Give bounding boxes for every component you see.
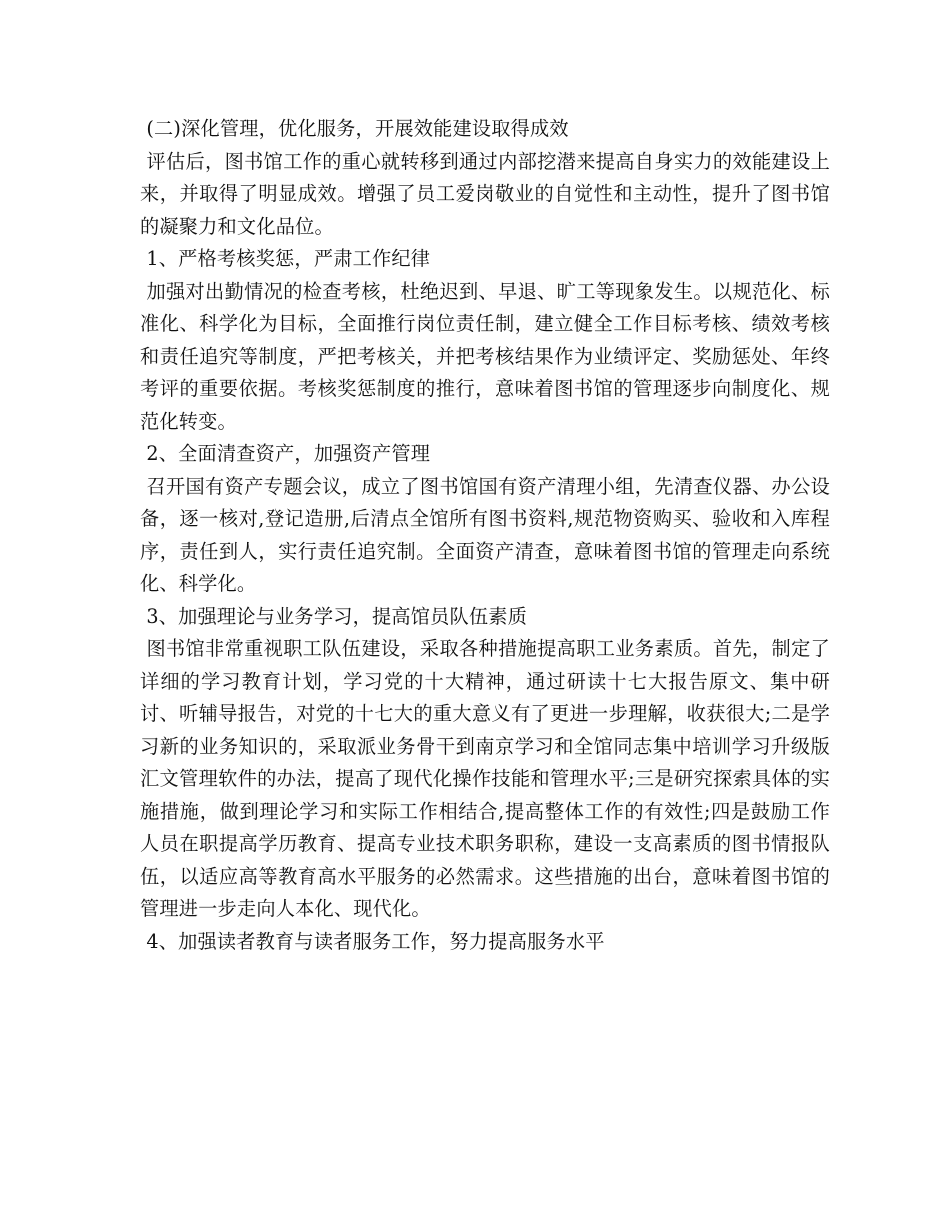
subsection-heading: 2、全面清查资产，加强资产管理 bbox=[140, 442, 431, 465]
section-heading: (二)深化管理，优化服务，开展效能建设取得成效 bbox=[140, 117, 569, 140]
subsection-heading: 4、加强读者教育与读者服务工作，努力提高服务水平 bbox=[140, 929, 605, 953]
subsection-heading: 1、严格考核奖惩，严肃工作纪律 bbox=[140, 247, 431, 270]
body-paragraph: 召开国有资产专题会议，成立了图书馆国有资产清理小组，先清查仪器、办公设备，逐一核对,登记造册,后清点全馆所有图书资料,规范物资购买、验收和入库程序，责任到人，实行责任追究制。全面资产清查，意味着图书馆的管理走向系统化、科学化。 bbox=[140, 474, 830, 595]
body-paragraph: 加强对出勤情况的检查考核，杜绝迟到、早退、旷工等现象发生。以规范化、标准化、科学化为目标，全面推行岗位责任制，建立健全工作目标考核、绩效考核和责任追究等制度，严把考核关，并把考核结果作为业绩评定、奖励惩处、年终考评的重要依据。考核奖惩制度的推行，意味着图书馆的管理逐步向制度化、规范化转变。 bbox=[140, 279, 830, 433]
body-paragraph: 评估后，图书馆工作的重心就转移到通过内部挖潜来提高自身实力的效能建设上来，并取得了明显成效。增强了员工爱岗敬业的自觉性和主动性，提升了图书馆的凝聚力和文化品位。 bbox=[140, 149, 830, 238]
body-paragraph: 图书馆非常重视职工队伍建设，采取各种措施提高职工业务素质。首先，制定了详细的学习教育计划，学习党的十大精神，通过研读十七大报告原文、集中研讨、听辅导报告，对党的十七大的重大意义有了更进一步理解，收获很大;二是学习新的业务知识的，采取派业务骨干到南京学习和全馆同志集中培训学习升级版汇文管理软件的办法，提高了现代化操作技能和管理水平;三是研究探索具体的实施措施，做到理论学习和实际工作相结合,提高整体工作的有效性;四是鼓励工作人员在职提高学历教育、提高专业技术职务职称，建设一支高素质的图书情报队伍，以适应高等教育高水平服务的必然需求。这些措施的出台，意味着图书馆的管理进一步走向人本化、现代化。 bbox=[140, 637, 830, 920]
subsection-heading: 3、加强理论与业务学习，提高馆员队伍素质 bbox=[140, 604, 528, 628]
document-page bbox=[140, 113, 830, 958]
